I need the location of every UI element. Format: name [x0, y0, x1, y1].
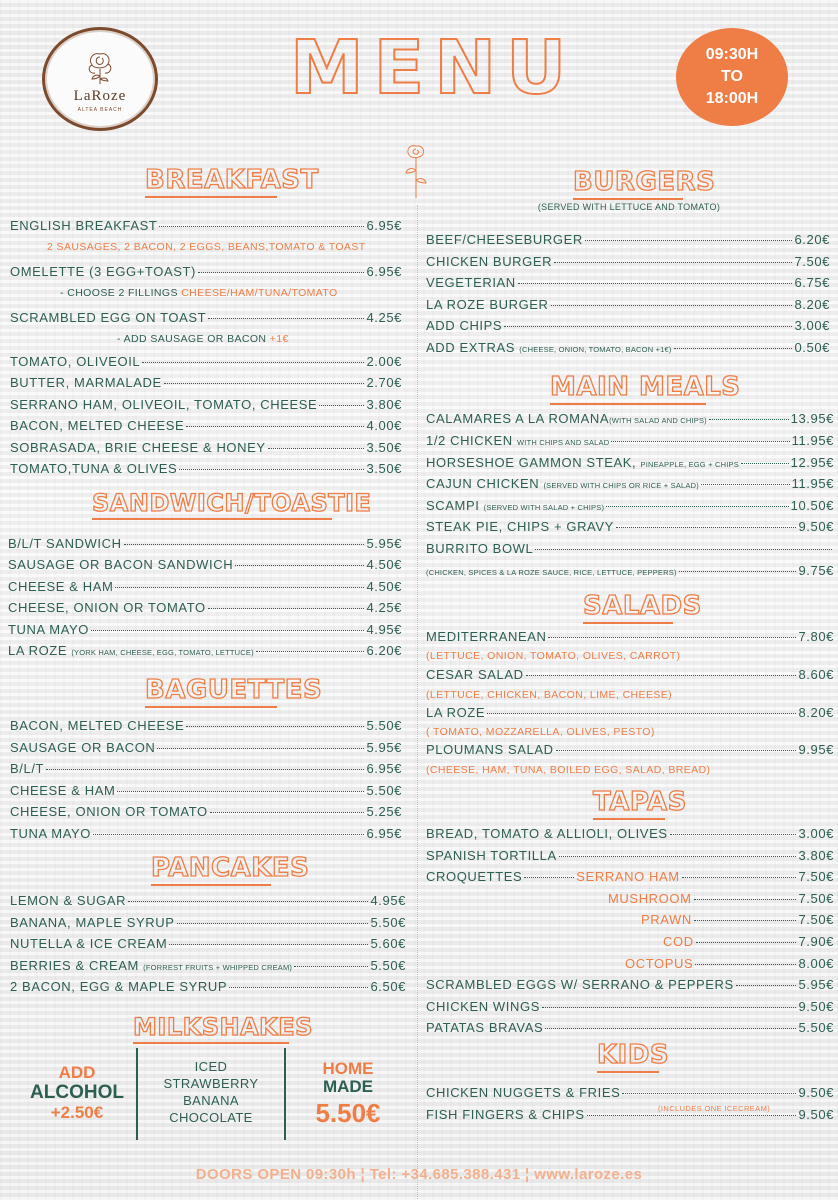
item-name: SCAMPI	[426, 498, 480, 513]
alcohol-label: ALCOHOL	[30, 1082, 124, 1103]
burgers-heading: BURGERS	[573, 167, 683, 200]
item-name: LEMON & SUGAR	[10, 893, 127, 908]
item-price: 6.20€	[794, 232, 830, 247]
item-note	[60, 287, 338, 299]
item-price: 4.95€	[366, 622, 402, 637]
item-price: 11.95€	[791, 433, 834, 448]
item-name: OMELETTE (3 EGG+TOAST)	[10, 264, 196, 279]
item-price: 5.60€	[370, 936, 406, 951]
menu-item	[10, 761, 402, 780]
menu-item	[426, 742, 834, 761]
item-name: BURRITO BOWL	[426, 541, 534, 556]
item-price: 5.25€	[366, 804, 402, 819]
item-price: 9.95€	[798, 742, 834, 757]
item-price: 11.95€	[791, 476, 834, 491]
item-name: MEDITERRANEAN	[426, 629, 547, 644]
menu-item	[426, 519, 834, 538]
flavour: BANANA	[183, 1093, 239, 1108]
item-name: BUTTER, MARMALADE	[10, 375, 162, 390]
item-price: 6.95€	[366, 826, 402, 841]
menu-item	[10, 893, 406, 912]
add-label: ADD	[58, 1063, 96, 1082]
milkshake-flavours	[136, 1048, 286, 1140]
item-price: 9.50€	[798, 519, 834, 534]
item-detail: (SERVED WITH CHIPS OR RICE + SALAD)	[543, 481, 699, 490]
item-note: ( TOMATO, MOZZARELLA, OLIVES, PESTO)	[426, 726, 655, 738]
item-name: CAJUN CHICKEN	[426, 476, 540, 491]
homemade-price-block	[298, 1060, 398, 1130]
item-name: SOBRASADA, BRIE CHEESE & HONEY	[10, 440, 266, 455]
menu-item	[426, 340, 830, 359]
item-detail: (WITH SALAD AND CHIPS)	[609, 416, 707, 425]
item-price: 9.50€	[798, 1085, 834, 1100]
item-name: CHEESE & HAM	[8, 579, 114, 594]
item-name: SCRAMBLED EGG ON TOAST	[10, 310, 207, 325]
menu-item	[10, 783, 402, 802]
item-name: NUTELLA & ICE CREAM	[10, 936, 168, 951]
menu-item	[10, 740, 402, 759]
item-detail: (CHICKEN, SPICES & LA ROZE SAUCE, RICE, LETTUCE, PEPPERS)	[426, 568, 677, 577]
menu-item-detail	[426, 563, 834, 582]
menu-item	[426, 254, 830, 273]
flavour: ICED	[194, 1059, 228, 1074]
item-price: 3.00€	[794, 318, 830, 333]
item-name: BREAD, TOMATO & ALLIOLI, OLIVES	[426, 826, 668, 841]
menu-item	[426, 826, 834, 845]
item-name: CESAR SALAD	[426, 667, 524, 682]
flavour: CHOCOLATE	[169, 1110, 253, 1125]
item-name: CALAMARES A LA ROMANA	[426, 411, 610, 426]
menu-item	[10, 826, 402, 845]
item-name: CHICKEN WINGS	[426, 999, 540, 1014]
item-detail: WITH CHIPS AND SALAD	[517, 438, 610, 447]
hours-open: 09:30H	[705, 46, 759, 63]
logo-subtitle: ALTEA BEACH	[77, 106, 123, 113]
item-name: SAUSAGE OR BACON SANDWICH	[8, 557, 234, 572]
item-detail: PINEAPPLE, EGG + CHIPS	[640, 460, 739, 469]
item-name: BERRIES & CREAM	[10, 958, 139, 973]
menu-item	[426, 869, 834, 888]
menu-item	[426, 848, 834, 867]
item-name: VEGETERIAN	[426, 275, 516, 290]
salads-heading: SALADS	[583, 591, 673, 624]
item-price: 4.00€	[366, 418, 402, 433]
item-name: PATATAS BRAVAS	[426, 1020, 544, 1035]
item-price: 5.95€	[366, 536, 402, 551]
item-price: 3.50€	[366, 461, 402, 476]
item-price: 4.50€	[366, 557, 402, 572]
item-price: 6.95€	[366, 761, 402, 776]
menu-item	[426, 999, 834, 1018]
item-name: 2 BACON, EGG & MAPLE SYRUP	[10, 979, 228, 994]
logo-name: LaRoze	[73, 87, 127, 104]
item-price: 9.50€	[798, 999, 834, 1014]
item-name: LA ROZE	[426, 705, 486, 720]
item-price: 5.50€	[370, 958, 406, 973]
item-note: (LETTUCE, CHICKEN, BACON, LIME, CHEESE)	[426, 689, 673, 701]
item-name: TOMATO,TUNA & OLIVES	[10, 461, 178, 476]
menu-item	[426, 1020, 834, 1039]
item-name: PLOUMANS SALAD	[426, 742, 554, 757]
menu-item	[8, 536, 402, 555]
item-name: TUNA MAYO	[10, 826, 92, 841]
item-price: 5.50€	[370, 915, 406, 930]
menu-item	[426, 275, 830, 294]
menu-item	[10, 310, 402, 329]
item-price: 12.95€	[790, 455, 834, 470]
item-price: 6.75€	[794, 275, 830, 290]
item-price: 8.20€	[798, 705, 834, 720]
menu-item	[10, 418, 402, 437]
made-label: MADE	[322, 1077, 374, 1096]
croquette-variant: OCTOPUS	[625, 956, 694, 971]
item-name: ENGLISH BREAKFAST	[10, 218, 158, 233]
tapas-heading: TAPAS	[593, 787, 665, 820]
item-price: 3.00€	[798, 826, 834, 841]
menu-item	[10, 397, 402, 416]
item-price: 10.50€	[790, 498, 834, 513]
croquette-variant: PRAWN	[641, 912, 692, 927]
rose-logo-icon	[78, 46, 122, 86]
item-name: BEEF/CHEESEBURGER	[426, 232, 583, 247]
menu-item	[426, 541, 834, 560]
menu-item	[10, 375, 402, 394]
item-name: B/L/T	[10, 761, 45, 776]
menu-item	[8, 643, 402, 662]
item-detail: (CHEESE, ONION, TOMATO, BACON +1€)	[519, 345, 672, 354]
menu-item	[10, 936, 406, 955]
item-price: 5.95€	[366, 740, 402, 755]
burgers-subtitle: (SERVED WITH LETTUCE AND TOMATO)	[537, 202, 721, 212]
milkshakes-heading: MILKSHAKES	[133, 1013, 289, 1044]
menu-item	[426, 1107, 834, 1126]
hours-to: TO	[721, 68, 743, 85]
croquette-variant: MUSHROOM	[608, 891, 692, 906]
menu-item	[426, 455, 834, 474]
baguettes-heading: BAGUETTES	[145, 675, 277, 708]
menu-title: MENU	[290, 25, 577, 111]
item-price: 3.80€	[366, 397, 402, 412]
alcohol-price: +2.50€	[50, 1103, 104, 1122]
item-detail: (YORK HAM, CHEESE, EGG, TOMATO, LETTUCE)	[71, 648, 254, 657]
item-price: 7.50€	[794, 254, 830, 269]
menu-item	[426, 297, 830, 316]
item-price: 7.50€	[798, 891, 834, 906]
item-name: STEAK PIE, CHIPS + GRAVY	[426, 519, 614, 534]
flavour: STRAWBERRY	[163, 1076, 259, 1091]
item-name: LA ROZE BURGER	[426, 297, 549, 312]
item-name: FISH FINGERS & CHIPS	[426, 1107, 585, 1122]
milkshake-price: 5.50€	[315, 1098, 381, 1128]
menu-item	[8, 600, 402, 619]
item-price: 13.95€	[790, 411, 834, 426]
item-name: ADD CHIPS	[426, 318, 503, 333]
item-price: 8.00€	[798, 956, 834, 971]
item-price: 4.50€	[366, 579, 402, 594]
menu-item	[10, 264, 402, 283]
croquette-variant: SERRANO HAM	[576, 869, 680, 884]
menu-item	[8, 557, 402, 576]
item-price: 4.95€	[370, 893, 406, 908]
item-price: 5.50€	[798, 1020, 834, 1035]
hours-close: 18:00H	[705, 90, 759, 107]
item-name: LA ROZE	[8, 643, 68, 658]
item-name: ADD EXTRAS	[426, 340, 516, 355]
item-name: CROQUETTES	[426, 869, 523, 884]
kids-heading: KIDS	[597, 1040, 659, 1073]
item-name: CHEESE, ONION OR TOMATO	[10, 804, 208, 819]
item-price: 5.95€	[798, 977, 834, 992]
menu-item	[10, 218, 402, 237]
menu-item	[426, 411, 834, 430]
item-name: BANANA, MAPLE SYRUP	[10, 915, 175, 930]
main-meals-heading: MAIN MEALS	[550, 372, 706, 405]
item-name: CHICKEN BURGER	[426, 254, 553, 269]
item-price: 8.20€	[794, 297, 830, 312]
menu-item	[10, 440, 402, 459]
item-name: CHEESE, ONION OR TOMATO	[8, 600, 206, 615]
menu-item	[625, 956, 834, 975]
menu-item	[8, 579, 402, 598]
note-prefix: - ADD SAUSAGE OR BACON	[117, 333, 270, 345]
item-price: 6.20€	[366, 643, 402, 658]
item-price: 2.70€	[366, 375, 402, 390]
item-name: SPANISH TORTILLA	[426, 848, 557, 863]
item-price: 6.50€	[370, 979, 406, 994]
menu-item	[426, 629, 834, 648]
item-name: SERRANO HAM, OLIVEOIL, TOMATO, CHEESE	[10, 397, 318, 412]
item-price: 2.00€	[366, 354, 402, 369]
opening-hours-badge	[676, 28, 788, 126]
item-name: CHICKEN NUGGETS & FRIES	[426, 1085, 621, 1100]
menu-item	[10, 958, 406, 977]
item-price: 0.50€	[794, 340, 830, 355]
pancakes-heading: PANCAKES	[151, 853, 271, 886]
item-price: 6.95€	[366, 264, 402, 279]
footer-contact: DOORS OPEN 09:30h ¦ Tel: +34.685.388.431 ¦ www.laroze.es	[195, 1166, 643, 1183]
menu-item	[10, 804, 402, 823]
item-price: 4.25€	[366, 310, 402, 325]
menu-item	[10, 461, 402, 480]
menu-item	[426, 1085, 834, 1104]
note-fillings: CHEESE/HAM/TUNA/TOMATO	[181, 287, 338, 299]
item-price: 7.80€	[798, 629, 834, 644]
breakfast-heading: BREAKFAST	[145, 165, 277, 198]
item-price: 6.95€	[366, 218, 402, 233]
menu-item	[426, 476, 834, 495]
item-price: 7.90€	[798, 934, 834, 949]
sandwich-heading: SANDWICH/TOASTIE	[92, 489, 332, 520]
item-name: BACON, MELTED CHEESE	[10, 418, 185, 433]
rose-decoration-icon	[398, 140, 434, 200]
note-prefix: - CHOOSE 2 FILLINGS	[60, 287, 182, 299]
item-price: 7.50€	[798, 912, 834, 927]
item-price: 4.25€	[366, 600, 402, 615]
item-name: SCRAMBLED EGGS W/ SERRANO & PEPPERS	[426, 977, 734, 992]
menu-item	[10, 915, 406, 934]
item-price: 8.60€	[798, 667, 834, 682]
home-label: HOME	[322, 1059, 374, 1078]
menu-item	[8, 622, 402, 641]
item-name: CHEESE & HAM	[10, 783, 116, 798]
kids-note: (INCLUDES ONE ICECREAM)	[658, 1104, 771, 1113]
menu-item	[608, 891, 834, 910]
menu-item	[10, 718, 402, 737]
column-divider	[417, 205, 418, 1200]
menu-item	[426, 433, 834, 452]
item-price: 3.50€	[366, 440, 402, 455]
item-price: 5.50€	[366, 783, 402, 798]
menu-item	[426, 232, 830, 251]
item-name: SAUSAGE OR BACON	[10, 740, 156, 755]
item-detail: (SERVED WITH SALAD + CHIPS)	[483, 503, 605, 512]
menu-item	[426, 498, 834, 517]
item-name: TOMATO, OLIVEOIL	[10, 354, 141, 369]
item-name: TUNA MAYO	[8, 622, 90, 637]
menu-item	[641, 912, 834, 931]
note-extra: +1€	[269, 333, 289, 345]
menu-item	[426, 705, 834, 724]
menu-item	[663, 934, 834, 953]
item-note	[117, 333, 289, 345]
item-price: 9.50€	[798, 1107, 834, 1122]
item-note: (LETTUCE, ONION, TOMATO, OLIVES, CARROT)	[426, 650, 681, 662]
item-price: 5.50€	[366, 718, 402, 733]
croquette-variant: COD	[663, 934, 694, 949]
item-name: BACON, MELTED CHEESE	[10, 718, 185, 733]
item-price: 7.50€	[798, 869, 834, 884]
item-note: 2 SAUSAGES, 2 BACON, 2 EGGS, BEANS,TOMATO & TOAST	[47, 241, 366, 253]
logo	[42, 27, 158, 131]
item-name: B/L/T SANDWICH	[8, 536, 122, 551]
menu-item	[10, 354, 402, 373]
item-detail: (FORREST FRUITS + WHIPPED CREAM)	[143, 963, 293, 972]
item-name: 1/2 CHICKEN	[426, 433, 513, 448]
item-name: HORSESHOE GAMMON STEAK,	[426, 455, 637, 470]
add-alcohol-block	[22, 1063, 132, 1123]
menu-item	[426, 667, 834, 686]
menu-item	[426, 318, 830, 337]
menu-item	[426, 977, 834, 996]
item-price: 9.75€	[798, 563, 834, 578]
menu-item	[10, 979, 406, 998]
item-note: (CHEESE, HAM, TUNA, BOILED EGG, SALAD, BREAD)	[426, 764, 711, 776]
item-price: 3.80€	[798, 848, 834, 863]
